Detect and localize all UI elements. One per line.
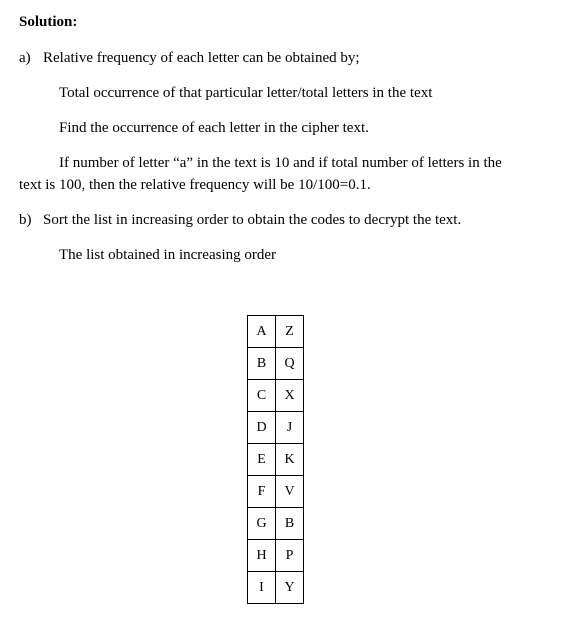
cipher-letter-cell: Z (276, 316, 304, 348)
cipher-letter-cell: X (276, 380, 304, 412)
plain-letter-cell: I (248, 572, 276, 604)
letter-mapping-table (247, 315, 304, 604)
part-a-line-3: If number of letter “a” in the text is 10 and if total number of letters in the (59, 155, 502, 171)
cipher-letter-cell: Y (276, 572, 304, 604)
plain-letter-cell: B (248, 348, 276, 380)
cipher-letter-cell: Q (276, 348, 304, 380)
table-row (248, 572, 304, 604)
plain-letter-cell: A (248, 316, 276, 348)
plain-letter-cell: G (248, 508, 276, 540)
part-a-line-4: text is 100, then the relative frequency will be 10/100=0.1. (19, 177, 371, 193)
plain-letter-cell: D (248, 412, 276, 444)
part-a-intro-text: Relative frequency of each letter can be obtained by; (43, 50, 360, 66)
cipher-letter-cell: K (276, 444, 304, 476)
part-b-label: b) (19, 212, 32, 228)
plain-letter-cell: E (248, 444, 276, 476)
table-row (248, 380, 304, 412)
table-row (248, 508, 304, 540)
part-b-line-1: The list obtained in increasing order (59, 247, 277, 263)
part-a-intro (19, 49, 360, 67)
table-row (248, 476, 304, 508)
table-row (248, 444, 304, 476)
part-a-label: a) (19, 50, 31, 66)
part-b-intro (19, 211, 461, 229)
table-row (248, 316, 304, 348)
table-row (248, 540, 304, 572)
plain-letter-cell: F (248, 476, 276, 508)
plain-letter-cell: H (248, 540, 276, 572)
cipher-letter-cell: P (276, 540, 304, 572)
solution-heading: Solution: (19, 14, 78, 30)
part-a-line-1: Total occurrence of that particular letter/total letters in the text (59, 85, 433, 101)
table-row (248, 412, 304, 444)
cipher-letter-cell: J (276, 412, 304, 444)
cipher-letter-cell: B (276, 508, 304, 540)
cipher-letter-cell: V (276, 476, 304, 508)
part-a-line-2: Find the occurrence of each letter in the cipher text. (59, 120, 369, 136)
table-row (248, 348, 304, 380)
plain-letter-cell: C (248, 380, 276, 412)
part-b-intro-text: Sort the list in increasing order to obtain the codes to decrypt the text. (43, 212, 462, 228)
